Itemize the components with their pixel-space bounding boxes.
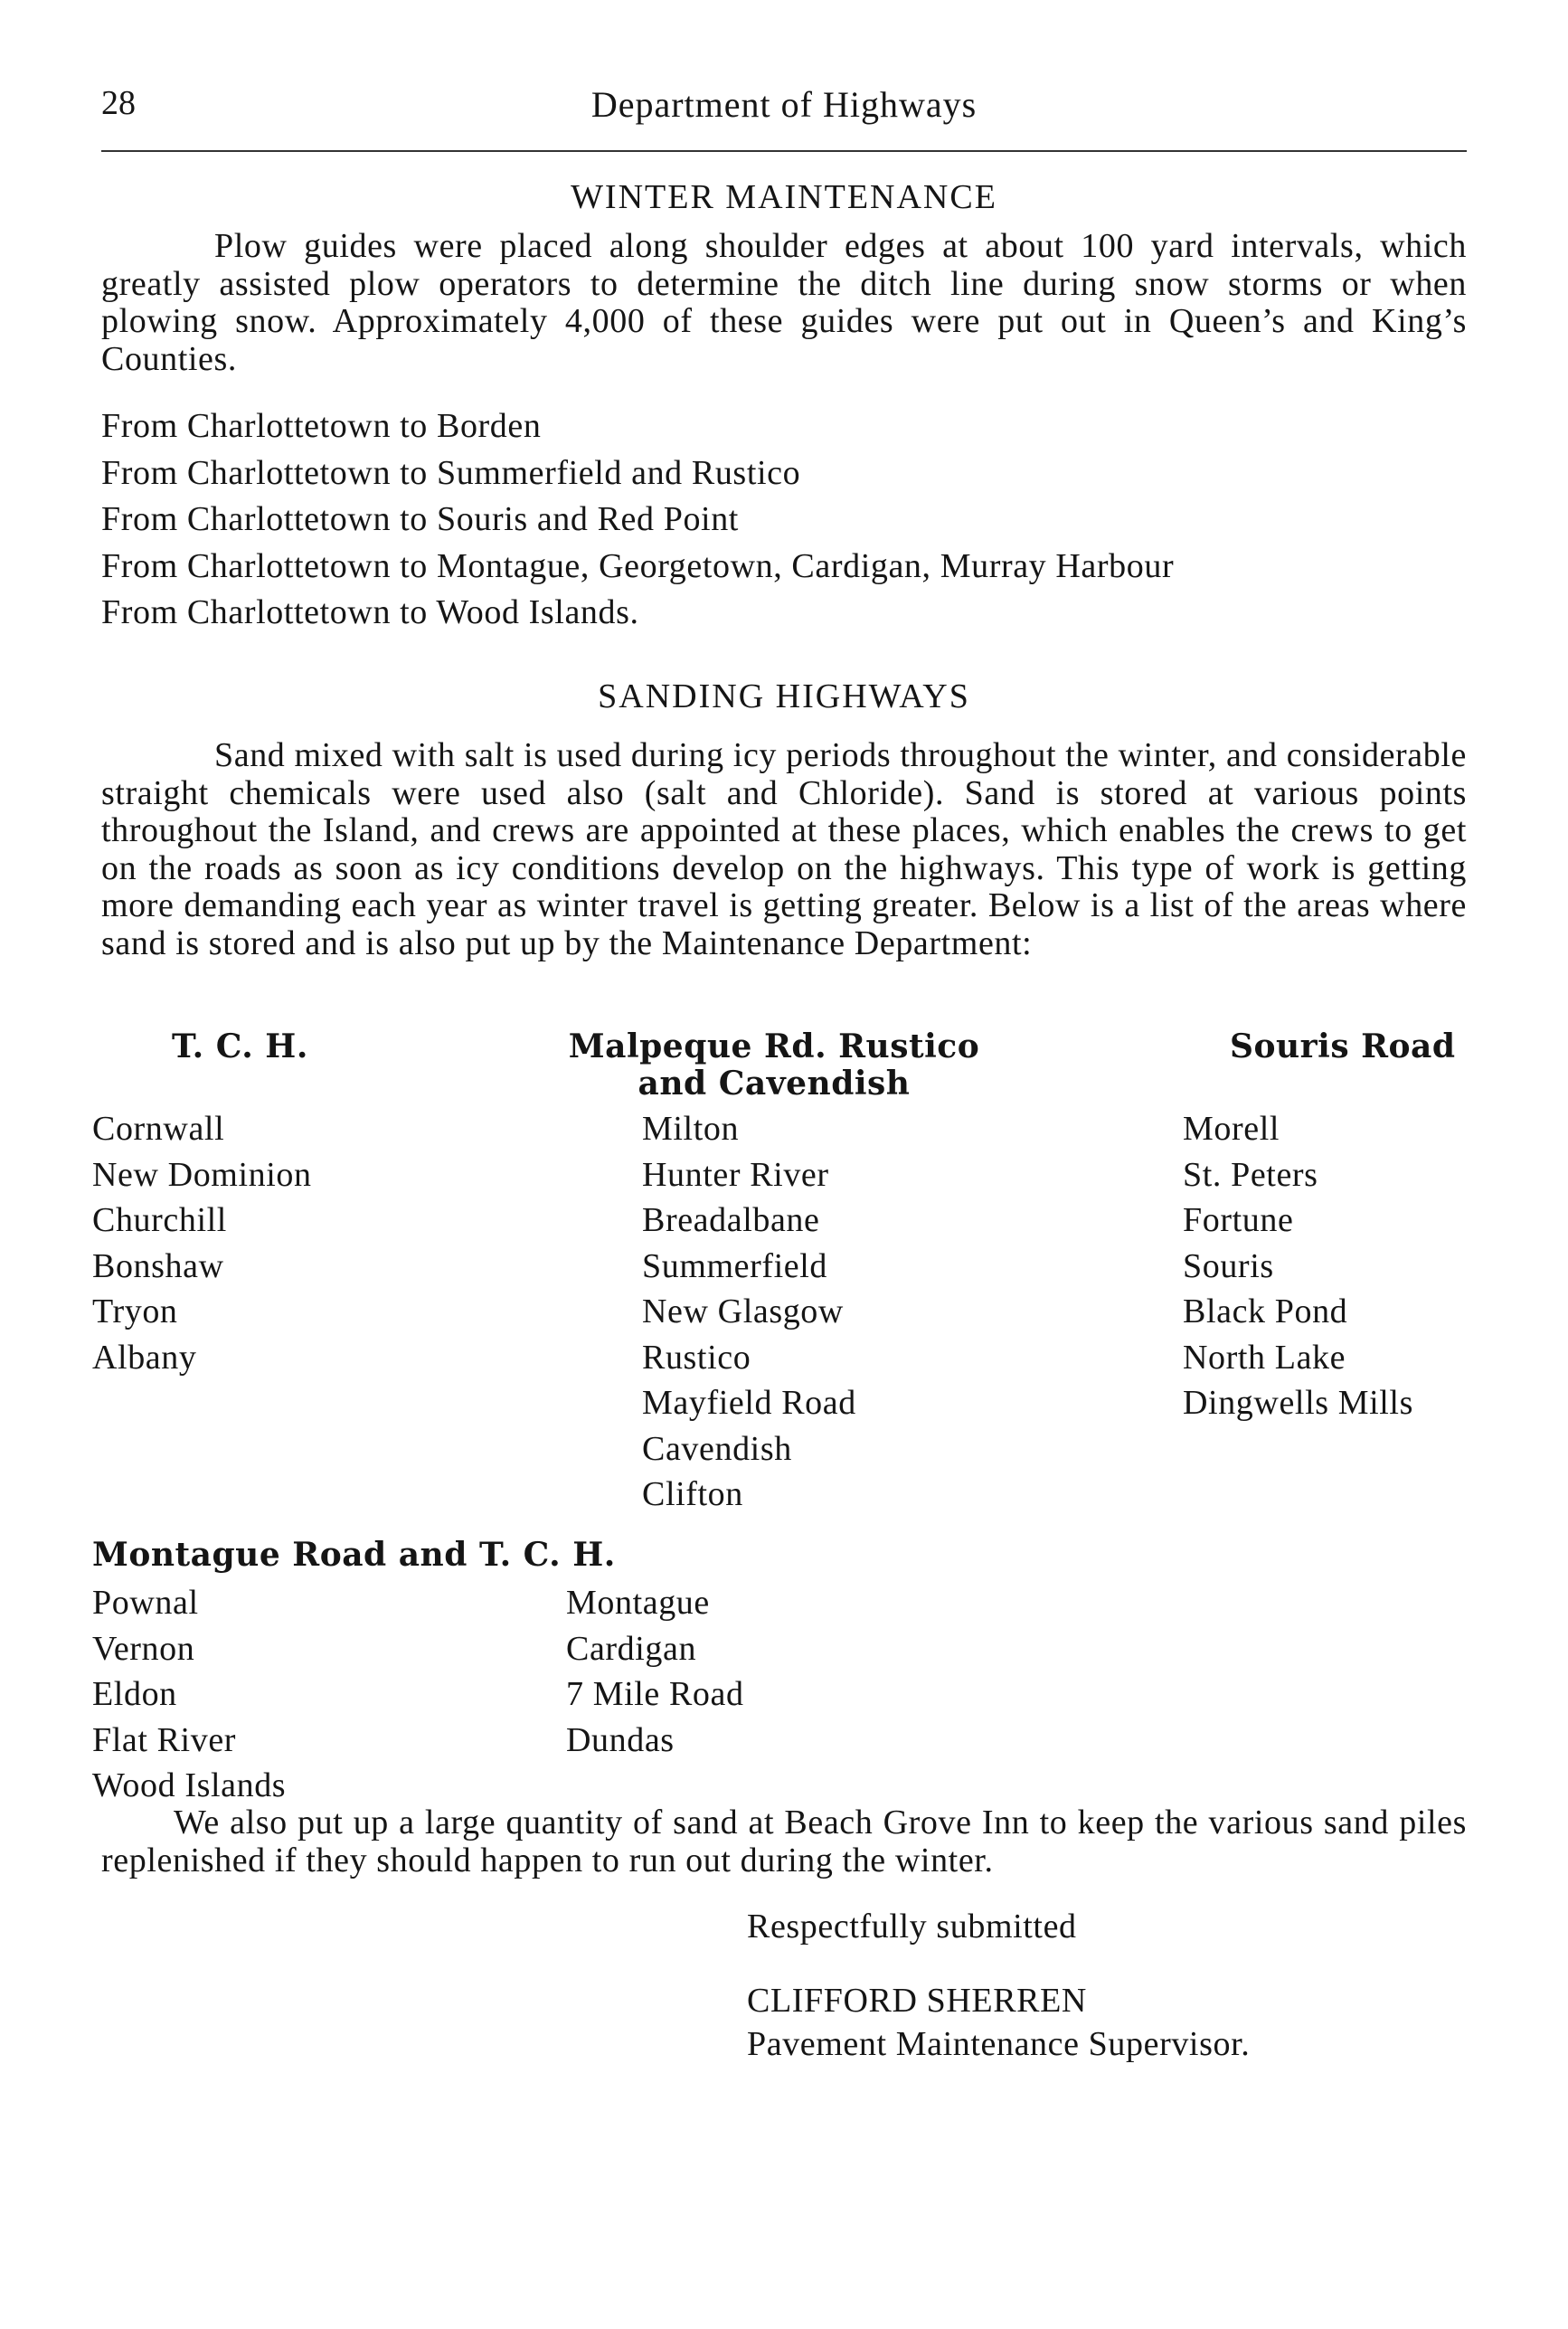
list-item: Cavendish [642,1429,792,1468]
winter-maintenance-paragraph: Plow guides were placed along shoulder edges at about 100 yard intervals, which greatly assisted plow operators to determine the ditch line during snow storms or when plowing snow. Approximately 4,000 of these guides were put out in Queen’s and King’s Counties. [101,227,1467,378]
malpeque-heading-line1: Malpeque Rd. Rustico [568,1027,980,1065]
list-item: Wood Islands [92,1766,287,1804]
route-item: From Charlottetown to Summerfield and Rustico [101,453,801,492]
list-item: Mayfield Road [642,1384,856,1422]
list-item: Morell [1183,1110,1280,1148]
list-item: Hunter River [642,1155,829,1194]
route-list [101,403,1467,637]
montague-left-list [92,1580,286,1809]
list-item: Summerfield [642,1246,828,1285]
closing-paragraph: We also put up a large quantity of sand at Beach Grove Inn to keep the various sand piles replenished if they should happen to run out during the winter. [101,1804,1467,1879]
souris-list [1183,1106,1413,1426]
page-number: 28 [101,84,136,122]
list-item: Eldon [92,1675,177,1713]
list-item: 7 Mile Road [566,1675,744,1713]
montague-heading: Montague Road and T. C. H. [92,1536,616,1574]
tch-list [92,1106,312,1380]
list-item: Albany [92,1338,197,1377]
route-item: From Charlottetown to Souris and Red Point [101,500,739,538]
tch-heading: T. C. H. [172,1027,308,1065]
montague-right-list [566,1580,744,1763]
list-item: Dundas [566,1720,675,1759]
list-item: Milton [642,1110,740,1148]
route-item: From Charlottetown to Wood Islands. [101,593,639,631]
list-item: New Glasgow [642,1292,844,1330]
list-item: Montague [566,1584,710,1622]
list-item: Rustico [642,1338,751,1377]
list-item: Cornwall [92,1110,225,1148]
list-item: Clifton [642,1475,743,1513]
list-item: Churchill [92,1201,227,1239]
list-item: Flat River [92,1720,237,1759]
list-item: Pownal [92,1584,199,1622]
list-item: North Lake [1183,1338,1346,1377]
winter-maintenance-title: WINTER MAINTENANCE [571,178,997,216]
salutation: Respectfully submitted [747,1908,1077,1946]
list-item: St. Peters [1183,1155,1318,1194]
list-item: New Dominion [92,1155,312,1194]
list-item: Vernon [92,1629,195,1668]
sanding-highways-title: SANDING HIGHWAYS [598,677,970,715]
sanding-highways-paragraph: Sand mixed with salt is used during icy periods throughout the winter, and considerable straight chemicals were used also (salt and Chloride). Sand is stored at various points throughout the Island, and crews are appointed at these places, which enables the crews to get on the roads as soon as icy conditions develop on the highways. This type of work is getting more demanding each year as winter travel is getting greater. Below is a list of the areas where sand is stored and is also put up by the Maintenance Department: [101,736,1467,962]
list-item: Tryon [92,1292,178,1330]
signer-title: Pavement Maintenance Supervisor. [747,2025,1251,2063]
header-rule [101,150,1467,152]
list-item: Breadalbane [642,1201,820,1239]
malpeque-heading-line2: and Cavendish [638,1065,911,1103]
souris-heading: Souris Road [1230,1027,1456,1065]
list-item: Bonshaw [92,1246,224,1285]
list-item: Dingwells Mills [1183,1384,1413,1422]
list-item: Cardigan [566,1629,697,1668]
running-title: Department of Highways [590,84,978,125]
signer-name: CLIFFORD SHERREN [747,1982,1087,2020]
route-item: From Charlottetown to Montague, Georgetown, Cardigan, Murray Harbour [101,546,1175,585]
list-item: Black Pond [1183,1292,1348,1330]
list-item: Fortune [1183,1201,1294,1239]
list-item: Souris [1183,1246,1274,1285]
malpeque-list [642,1106,856,1518]
route-item: From Charlottetown to Borden [101,407,542,445]
